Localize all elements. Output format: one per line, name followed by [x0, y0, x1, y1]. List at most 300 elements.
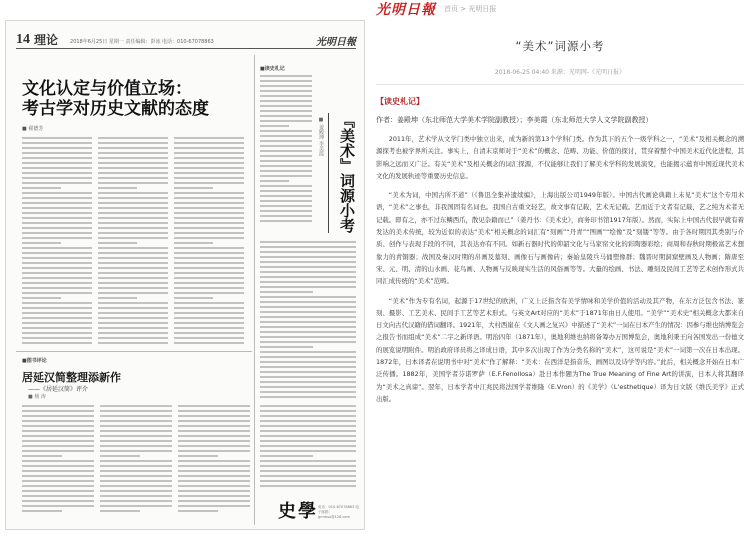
newspaper-text-line	[98, 162, 168, 164]
newspaper-text-line	[174, 257, 244, 259]
newspaper-text-line	[98, 217, 168, 219]
newspaper-text-line	[174, 262, 244, 264]
newspaper-text-line	[174, 142, 244, 144]
newspaper-text-line	[22, 312, 92, 314]
newspaper-text-line	[260, 180, 289, 182]
newspaper-text-line	[174, 162, 244, 164]
newspaper-logo: 光明日報	[316, 37, 356, 48]
newspaper-text-line	[260, 145, 312, 147]
newspaper-text-line	[22, 212, 92, 214]
newspaper-text-line	[260, 465, 356, 467]
newspaper-text-line	[260, 130, 312, 132]
newspaper-text-line	[22, 277, 92, 279]
newspaper-text-line	[22, 177, 92, 179]
newspaper-text-line	[22, 327, 92, 329]
newspaper-text-line	[22, 242, 61, 244]
newspaper-text-line	[98, 297, 137, 299]
newspaper-header	[16, 31, 356, 49]
newspaper-column-divider	[254, 55, 255, 525]
newspaper-text-line	[260, 485, 356, 487]
newspaper-text-line	[100, 460, 172, 462]
newspaper-text-line	[260, 410, 356, 412]
newspaper-text-line	[22, 455, 62, 457]
newspaper-section-tag-reading: ■读史札记	[260, 66, 285, 72]
newspaper-text-line	[98, 307, 168, 309]
newspaper-text-line	[260, 415, 356, 417]
newspaper-text-line	[22, 192, 92, 194]
newspaper-text-line	[260, 435, 356, 437]
newspaper-text-line	[98, 207, 168, 209]
newspaper-text-line	[178, 470, 250, 472]
newspaper-text-column	[100, 405, 172, 515]
newspaper-text-line	[22, 425, 94, 427]
newspaper-text-line	[260, 470, 356, 472]
newspaper-text-line	[174, 322, 244, 324]
newspaper-text-line	[260, 276, 356, 278]
newspaper-text-line	[174, 197, 244, 199]
newspaper-text-line	[260, 80, 312, 82]
newspaper-text-line	[260, 296, 356, 298]
newspaper-text-line	[178, 440, 250, 442]
newspaper-text-line	[174, 152, 244, 154]
newspaper-text-column	[260, 405, 356, 490]
article-paragraph: “美术为词，中国古所不道”（《鲁迅全集补遗续编》，上海出版公司1949年版）。中国古代画论典籍上未见“美术”这个专用术语，“美术”之事也，非我国固有名词也。我国自古重文轻艺，故文事有记载，艺术无记载。艺而近于文者有记载，艺之纯为术者无记载。即有之，亦不过东鳞西爪，散见杂籍而已”（姜丹书：《美术史》，商务印书馆1917年版）。然而，实际上中国古代很早就有着发达的美术传统，较为近似的表达“美术”相关概念的词汇有“刻画”“丹青”“图画”“绘像”及“刻镂”等等。由于各时期因其类别与介质、创作与表现手段的不同，其表达亦有不同。如新石器时代的仰韶文化与马家窑文化的彩陶器彩绘；商周和春秋时期极富艺术想象力的青铜器；战国及秦汉时期的帛画及墓刻、画像石与画像砖；秦始皇陵兵马俑塑像群；魏晋时期洞窟壁画及人物画；隋唐至宋、元、明、清的山水画、花鸟画、人物画与反映现实生活的风俗画等等。大量的绘画、书法、雕刻及民间工艺等艺术创作形式共同汇成传统的“美术”范畴。	[376, 191, 744, 286]
newspaper-text-line	[260, 271, 356, 273]
newspaper-text-line	[260, 480, 356, 482]
newspaper-text-line	[178, 405, 250, 407]
newspaper-text-line	[98, 277, 168, 279]
newspaper-text-line	[260, 316, 356, 318]
newspaper-text-line	[100, 480, 172, 482]
newspaper-text-line	[22, 322, 92, 324]
newspaper-text-line	[22, 302, 92, 304]
newspaper-text-line	[98, 182, 168, 184]
site-logo[interactable]: 光明日報	[376, 3, 436, 18]
newspaper-text-line	[22, 272, 92, 274]
newspaper-text-line	[178, 435, 250, 437]
newspaper-text-line	[98, 257, 168, 259]
newspaper-text-line	[98, 142, 168, 144]
newspaper-text-line	[260, 135, 312, 137]
newspaper-text-line	[260, 175, 312, 177]
newspaper-text-line	[22, 480, 94, 482]
newspaper-text-line	[260, 306, 356, 308]
newspaper-text-line	[260, 200, 312, 202]
newspaper-text-line	[260, 125, 289, 127]
newspaper-text-line	[178, 485, 250, 487]
newspaper-text-line	[178, 480, 250, 482]
newspaper-text-line	[174, 202, 244, 204]
newspaper-text-line	[174, 227, 244, 229]
newspaper-text-line	[260, 75, 312, 77]
newspaper-text-line	[260, 405, 356, 407]
newspaper-sub-headline: 居延汉简整理添新作	[22, 372, 121, 384]
newspaper-text-line	[174, 337, 244, 339]
newspaper-text-line	[260, 341, 356, 343]
newspaper-text-line	[260, 326, 356, 328]
newspaper-text-line	[22, 182, 92, 184]
newspaper-text-line	[174, 247, 244, 249]
newspaper-text-line	[174, 222, 244, 224]
newspaper-text-line	[100, 450, 172, 452]
newspaper-text-line	[22, 505, 94, 507]
newspaper-text-line	[100, 435, 172, 437]
newspaper-text-line	[98, 197, 168, 199]
newspaper-text-line	[22, 307, 92, 309]
newspaper-text-line	[260, 445, 356, 447]
newspaper-text-line	[22, 495, 94, 497]
newspaper-text-line	[98, 232, 168, 234]
newspaper-text-line	[174, 172, 244, 174]
newspaper-text-line	[98, 202, 168, 204]
newspaper-text-line	[22, 405, 94, 407]
newspaper-text-line	[22, 435, 94, 437]
newspaper-text-line	[260, 475, 356, 477]
breadcrumb-home-link[interactable]: 首页	[444, 5, 458, 13]
newspaper-text-line	[178, 425, 250, 427]
newspaper-text-line	[98, 332, 168, 334]
newspaper-text-line	[100, 475, 172, 477]
newspaper-text-line	[260, 361, 356, 363]
article	[376, 38, 744, 412]
newspaper-text-line	[260, 256, 356, 258]
newspaper-text-line	[98, 192, 168, 194]
newspaper-text-line	[174, 287, 244, 289]
newspaper-text-line	[174, 242, 213, 244]
newspaper-text-line	[22, 157, 92, 159]
newspaper-text-line	[22, 167, 92, 169]
newspaper-text-line	[100, 485, 172, 487]
newspaper-text-line	[22, 440, 94, 442]
newspaper-text-line	[22, 475, 94, 477]
newspaper-text-line	[260, 376, 356, 378]
newspaper-text-line	[22, 247, 92, 249]
article-title: “美术”词源小考	[515, 39, 605, 53]
newspaper-text-line	[174, 312, 244, 314]
newspaper-text-column	[174, 137, 244, 347]
newspaper-text-line	[100, 505, 172, 507]
newspaper-text-column	[22, 405, 94, 515]
newspaper-text-line	[98, 272, 168, 274]
newspaper-text-line	[100, 470, 172, 472]
newspaper-text-line	[260, 246, 356, 248]
newspaper-text-line	[22, 282, 92, 284]
newspaper-text-line	[22, 222, 92, 224]
newspaper-text-line	[22, 197, 92, 199]
newspaper-text-line	[174, 272, 244, 274]
newspaper-text-line	[22, 470, 94, 472]
newspaper-section-divider	[16, 351, 252, 352]
newspaper-text-line	[98, 287, 168, 289]
newspaper-text-line	[174, 327, 244, 329]
newspaper-text-line	[174, 332, 244, 334]
newspaper-text-line	[22, 430, 94, 432]
newspaper-text-line	[260, 261, 356, 263]
newspaper-text-line	[22, 450, 94, 452]
newspaper-page-number: 14	[16, 32, 30, 47]
newspaper-text-line	[178, 450, 250, 452]
newspaper-text-line	[174, 207, 244, 209]
newspaper-text-line	[22, 207, 92, 209]
newspaper-text-line	[174, 307, 244, 309]
newspaper-text-line	[100, 425, 172, 427]
newspaper-text-line	[178, 490, 250, 492]
newspaper-text-line	[260, 150, 312, 152]
newspaper-text-line	[260, 165, 312, 167]
newspaper-text-line	[22, 217, 92, 219]
newspaper-text-line	[98, 337, 168, 339]
newspaper-text-line	[174, 232, 244, 234]
newspaper-text-line	[260, 190, 312, 192]
newspaper-text-line	[22, 420, 94, 422]
newspaper-text-line	[100, 490, 172, 492]
newspaper-text-line	[260, 381, 356, 383]
newspaper-text-line	[174, 217, 244, 219]
newspaper-text-line	[100, 445, 172, 447]
newspaper-text-line	[260, 105, 312, 107]
newspaper-side-headline: 『美术』词源小考	[328, 113, 354, 233]
newspaper-text-line	[98, 342, 168, 344]
newspaper-text-line	[178, 475, 250, 477]
newspaper-text-column	[22, 137, 92, 347]
newspaper-text-line	[22, 500, 94, 502]
newspaper-text-line	[260, 210, 312, 212]
newspaper-text-line	[98, 222, 168, 224]
newspaper-text-line	[100, 510, 140, 512]
newspaper-text-line	[260, 115, 312, 117]
newspaper-text-line	[178, 445, 250, 447]
newspaper-text-line	[174, 192, 244, 194]
newspaper-text-column	[260, 75, 312, 225]
newspaper-text-line	[174, 212, 244, 214]
newspaper-text-line	[22, 267, 92, 269]
newspaper-text-line	[98, 292, 168, 294]
site-top-bar	[370, 0, 750, 18]
newspaper-text-line	[260, 366, 356, 368]
newspaper-text-line	[22, 337, 92, 339]
newspaper-text-line	[174, 182, 244, 184]
newspaper-text-line	[178, 495, 250, 497]
newspaper-text-line	[22, 485, 94, 487]
breadcrumb-separator: >	[458, 5, 469, 13]
newspaper-text-line	[260, 155, 312, 157]
newspaper-text-line	[22, 460, 94, 462]
newspaper-text-line	[22, 292, 92, 294]
newspaper-text-line	[22, 257, 92, 259]
newspaper-text-line	[22, 172, 92, 174]
newspaper-text-line	[178, 510, 218, 512]
newspaper-text-line	[178, 420, 250, 422]
newspaper-text-line	[98, 212, 168, 214]
newspaper-text-column	[178, 405, 250, 515]
article-paragraph: 2011年，艺术学从文学门类中独立出来，成为新的第13个学科门类。作为其下的五个一级学科之一，“美术”及相关概念的溯源探考也被学界所关注。事实上，自清末京师对于“美术”的概念、范畴、功能、价值的探讨，贯穿着整个中国美术近代化进程，其影响之远而又广泛。有关“美术”及相关概念的词汇探源，不仅能够让我们了解美术学科的发展演变，也能揭示蕴育中国近现代美术文化的发展轨迹等重要历史信息。	[376, 135, 744, 180]
newspaper-text-line	[100, 465, 172, 467]
newspaper-text-line	[178, 455, 218, 457]
article-column-tag: 【读史札记】	[376, 97, 424, 106]
breadcrumb-current-link[interactable]: 光明日报	[468, 5, 497, 13]
newspaper-text-line	[260, 281, 356, 283]
newspaper-text-line	[174, 267, 244, 269]
newspaper-text-line	[260, 346, 313, 348]
newspaper-text-line	[174, 282, 244, 284]
newspaper-text-line	[174, 187, 213, 189]
newspaper-text-line	[100, 430, 172, 432]
newspaper-text-line	[260, 336, 356, 338]
newspaper-text-line	[260, 95, 312, 97]
newspaper-text-line	[260, 90, 312, 92]
newspaper-text-line	[178, 500, 250, 502]
newspaper-text-line	[98, 137, 168, 139]
newspaper-text-line	[22, 510, 62, 512]
newspaper-text-line	[98, 147, 168, 149]
newspaper-text-line	[100, 415, 172, 417]
newspaper-text-line	[260, 160, 312, 162]
breadcrumb	[444, 4, 496, 14]
newspaper-text-line	[260, 331, 356, 333]
newspaper-sub-subtitle: ——《居延汉简》评介	[28, 386, 89, 393]
newspaper-page-brand: 史學	[278, 501, 318, 521]
newspaper-text-line	[260, 386, 356, 388]
newspaper-text-line	[260, 351, 356, 353]
newspaper-text-line	[98, 187, 137, 189]
newspaper-text-line	[260, 100, 312, 102]
newspaper-text-line	[260, 140, 312, 142]
newspaper-text-line	[100, 420, 172, 422]
newspaper-text-line	[22, 415, 94, 417]
newspaper-text-line	[260, 321, 356, 323]
newspaper-text-line	[22, 147, 92, 149]
newspaper-side-byline: ■ 姜殿坤 李美霞	[318, 117, 324, 157]
newspaper-text-line	[98, 247, 168, 249]
newspaper-text-line	[178, 410, 250, 412]
newspaper-text-line	[22, 232, 92, 234]
newspaper-text-line	[260, 391, 356, 393]
newspaper-text-line	[174, 342, 244, 344]
newspaper-text-line	[174, 237, 244, 239]
newspaper-text-line	[98, 262, 168, 264]
newspaper-text-line	[98, 242, 137, 244]
newspaper-text-line	[98, 317, 168, 319]
newspaper-text-line	[178, 430, 250, 432]
newspaper-text-line	[260, 455, 313, 457]
newspaper-footer-meta: 电话：010-67078863 电子邮箱：gmrbsx@126.com	[318, 505, 359, 519]
newspaper-text-line	[98, 157, 168, 159]
newspaper-text-line	[22, 187, 61, 189]
article-meta: 2018-06-25 04:40 来源：光明网-《光明日报》	[376, 67, 744, 85]
newspaper-text-line	[260, 430, 356, 432]
newspaper-text-line	[260, 215, 312, 217]
newspaper-text-line	[174, 317, 244, 319]
newspaper-text-line	[260, 460, 356, 462]
newspaper-text-line	[98, 282, 168, 284]
newspaper-text-line	[260, 220, 312, 222]
newspaper-text-line	[98, 252, 168, 254]
newspaper-text-line	[178, 460, 250, 462]
newspaper-text-line	[260, 85, 312, 87]
newspaper-text-line	[98, 267, 168, 269]
newspaper-text-line	[174, 297, 213, 299]
newspaper-text-line	[260, 185, 312, 187]
newspaper-text-line	[260, 440, 356, 442]
newspaper-text-line	[260, 170, 312, 172]
newspaper-text-line	[22, 490, 94, 492]
newspaper-text-line	[260, 205, 312, 207]
newspaper-text-line	[22, 262, 92, 264]
newspaper-text-line	[98, 302, 168, 304]
newspaper-text-line	[260, 420, 356, 422]
newspaper-text-line	[98, 237, 168, 239]
newspaper-text-line	[22, 297, 61, 299]
newspaper-text-line	[260, 371, 356, 373]
newspaper-text-line	[22, 332, 92, 334]
newspaper-text-line	[260, 356, 356, 358]
newspaper-text-line	[100, 495, 172, 497]
newspaper-text-line	[98, 172, 168, 174]
newspaper-text-line	[100, 500, 172, 502]
newspaper-text-line	[22, 202, 92, 204]
newspaper-text-line	[260, 195, 312, 197]
newspaper-lead-headline-line-2: 考古学对历史文献的态度	[22, 99, 209, 118]
newspaper-lead-headline	[22, 79, 262, 119]
newspaper-section-name: 理论	[34, 33, 59, 47]
newspaper-text-column	[98, 137, 168, 347]
newspaper-text-line	[22, 445, 94, 447]
newspaper-text-line	[178, 505, 250, 507]
article-paragraph: “美术”作为专有名词，起源于17世纪的欧洲，广义上泛指含有美学情味和美学价值的活动及其产物，在东方泛包含书法、篆刻、摄影、工艺美术、民间手工艺等艺术形式。与英文Art对应的“美术”于1871年由日人使用。“美学”“美术史”相关概念大都来自日文向古代汉籍的借词翻译。1921年，大村西崖在《文人画之复兴》中描述了“美术”一词在日本产生的情况：因参与维也纳博览会之报告书而组成“美术”二字之新译语。明治四年（1871年），奥地利维也纳将备筹办万国博览会，奥地利秉王向各国发出一份德文的展览说明附件。明治政府译员将之译成日语，其中多次出现了作为分类名称的“美术”，这可说是“美术”一词第一次在日本出现。1872年，日本译者在说明书中对“美术”作了解释：“美术：在西洋是指音乐、画图以及诗学等内容。”此后，相关概念开始在日本广泛传播。1882年，美国学者芬诺罗萨（E.F.Fenollosa）赴日本作题为The True Meaning of Fine Art的讲演，日本人将其翻译为“美术之真谛”。翌年，日本学者中江兆民将法国学者维隆（E.Vron）的《美学》（L’esthetique）译为日文版《维氏美学》正式出版。	[376, 296, 744, 403]
newspaper-sub-byline: ■ 杨 涛	[28, 394, 46, 400]
newspaper-lead-headline-line-1: 文化认定与价值立场：	[22, 79, 192, 98]
newspaper-text-line	[98, 152, 168, 154]
newspaper-text-line	[174, 157, 244, 159]
newspaper-text-line	[22, 287, 92, 289]
newspaper-text-line	[174, 167, 244, 169]
newspaper-text-line	[100, 455, 140, 457]
newspaper-text-line	[174, 252, 244, 254]
newspaper-text-column	[260, 241, 356, 401]
newspaper-text-line	[174, 147, 244, 149]
newspaper-text-line	[98, 327, 168, 329]
newspaper-text-line	[98, 322, 168, 324]
newspaper-text-line	[22, 162, 92, 164]
article-authors: 作者：姜殿坤（东北师范大学美术学院副教授）；李美霞（东北师范大学人文学院副教授）	[376, 116, 653, 124]
newspaper-text-line	[22, 410, 94, 412]
newspaper-lead-byline: ■ 翟德芳	[22, 126, 44, 132]
newspaper-text-line	[22, 152, 92, 154]
newspaper-text-line	[260, 396, 356, 398]
newspaper-text-line	[260, 450, 356, 452]
newspaper-text-line	[22, 237, 92, 239]
newspaper-text-line	[174, 302, 244, 304]
newspaper-text-line	[174, 292, 244, 294]
newspaper-text-line	[174, 277, 244, 279]
newspaper-text-line	[260, 251, 356, 253]
newspaper-text-line	[260, 311, 356, 313]
newspaper-text-line	[22, 252, 92, 254]
newspaper-text-line	[260, 301, 356, 303]
newspaper-text-line	[98, 177, 168, 179]
newspaper-text-line	[260, 286, 356, 288]
newspaper-text-line	[100, 440, 172, 442]
newspaper-text-line	[98, 227, 168, 229]
newspaper-text-line	[260, 110, 312, 112]
newspaper-text-line	[22, 317, 92, 319]
newspaper-text-line	[260, 291, 313, 293]
newspaper-text-line	[98, 312, 168, 314]
newspaper-header-meta: 2018年6月25日 星期一 责任编辑：彭冰 电话：010-67078863	[70, 39, 214, 45]
newspaper-text-line	[260, 241, 356, 243]
newspaper-text-line	[22, 342, 92, 344]
newspaper-text-line	[260, 266, 356, 268]
